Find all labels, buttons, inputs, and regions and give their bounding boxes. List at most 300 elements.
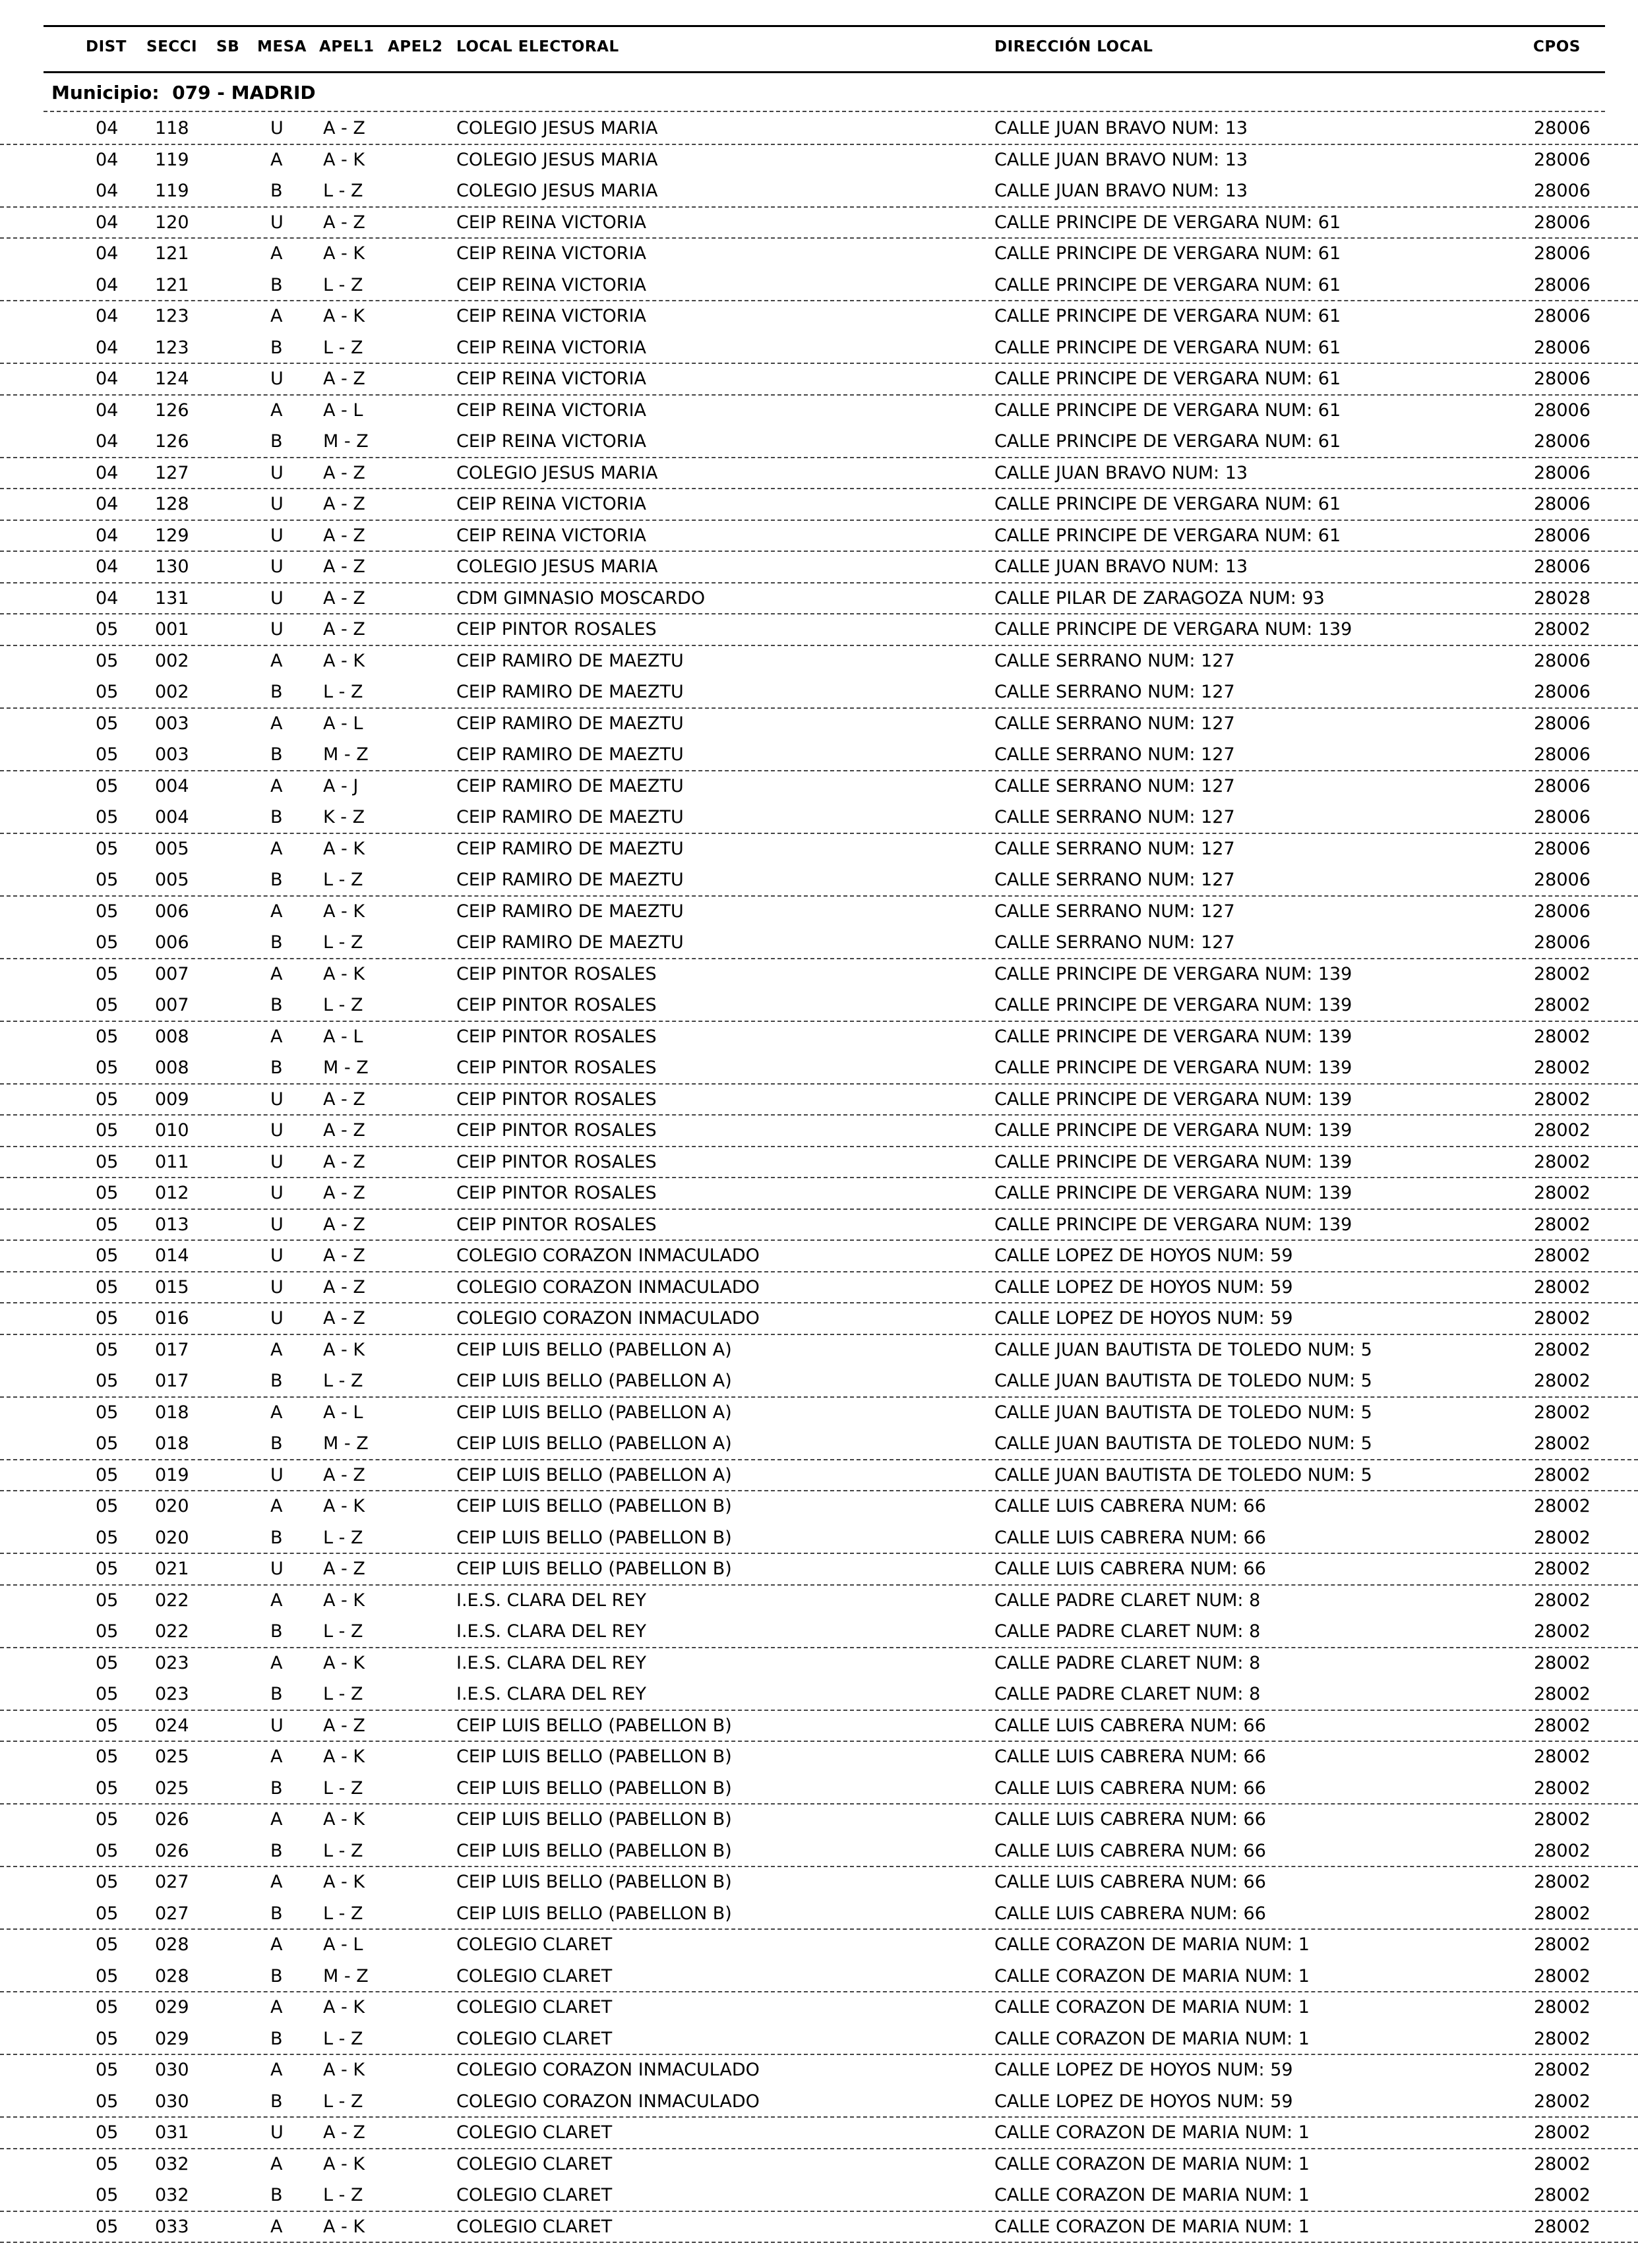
cell-cpos: 28002 bbox=[1534, 1214, 1591, 1235]
cell-cpos: 28006 bbox=[1534, 807, 1591, 827]
cell-direccion-local: CALLE PRINCIPE DE VERGARA NUM: 61 bbox=[994, 306, 1341, 326]
header-direccion-local: DIRECCIÓN LOCAL bbox=[994, 38, 1153, 55]
cell-cpos: 28002 bbox=[1534, 1527, 1591, 1548]
cell-secci: 022 bbox=[155, 1590, 189, 1611]
cell-sb: U bbox=[270, 1245, 284, 1266]
cell-dist: 04 bbox=[96, 369, 119, 389]
cell-mesa: A - Z bbox=[323, 1214, 365, 1235]
cell-secci: 018 bbox=[155, 1402, 189, 1423]
cell-local-electoral: COLEGIO CLARET bbox=[456, 1934, 613, 1955]
cell-cpos: 28002 bbox=[1534, 1684, 1591, 1704]
cell-sb: A bbox=[270, 1809, 283, 1830]
cell-cpos: 28002 bbox=[1534, 1777, 1591, 1799]
cell-local-electoral: CEIP REINA VICTORIA bbox=[456, 369, 646, 389]
cell-direccion-local: CALLE SERRANO NUM: 127 bbox=[994, 932, 1235, 953]
cell-cpos: 28006 bbox=[1534, 713, 1591, 734]
table-row bbox=[0, 2085, 1638, 2118]
cell-sb: U bbox=[270, 1715, 284, 1736]
cell-direccion-local: CALLE SERRANO NUM: 127 bbox=[994, 650, 1235, 671]
cell-secci: 029 bbox=[155, 2028, 189, 2049]
cell-local-electoral: COLEGIO CORAZON INMACULADO bbox=[456, 1245, 760, 1266]
table-row bbox=[0, 1271, 1638, 1304]
cell-secci: 027 bbox=[155, 1872, 189, 1892]
cell-mesa: M - Z bbox=[323, 744, 369, 765]
cell-mesa: A - Z bbox=[323, 525, 365, 546]
cell-sb: A bbox=[270, 775, 283, 796]
cell-local-electoral: I.E.S. CLARA DEL REY bbox=[456, 1652, 646, 1673]
cell-mesa: A - K bbox=[323, 306, 365, 326]
cell-dist: 05 bbox=[96, 1120, 119, 1141]
cell-cpos: 28002 bbox=[1534, 1590, 1591, 1611]
cell-dist: 04 bbox=[96, 462, 119, 483]
cell-direccion-local: CALLE JUAN BAUTISTA DE TOLEDO NUM: 5 bbox=[994, 1371, 1372, 1391]
table-row bbox=[0, 1083, 1638, 1116]
cell-cpos: 28002 bbox=[1534, 2091, 1591, 2112]
cell-local-electoral: CEIP RAMIRO DE MAEZTU bbox=[456, 838, 684, 859]
cell-secci: 021 bbox=[155, 1559, 189, 1579]
cell-secci: 123 bbox=[155, 306, 189, 326]
cell-sb: B bbox=[270, 1527, 283, 1548]
cell-direccion-local: CALLE PADRE CLARET NUM: 8 bbox=[994, 1684, 1261, 1704]
cell-sb: B bbox=[270, 1965, 283, 1986]
cell-dist: 05 bbox=[96, 1245, 119, 1266]
table-row bbox=[0, 738, 1638, 771]
cell-sb: B bbox=[270, 2091, 283, 2112]
cell-direccion-local: CALLE LOPEZ DE HOYOS NUM: 59 bbox=[994, 2091, 1293, 2112]
cell-secci: 131 bbox=[155, 587, 189, 609]
cell-sb: A bbox=[270, 963, 283, 984]
cell-cpos: 28002 bbox=[1534, 2153, 1591, 2174]
cell-dist: 04 bbox=[96, 149, 119, 170]
cell-local-electoral: I.E.S. CLARA DEL REY bbox=[456, 1590, 646, 1611]
table-row bbox=[0, 895, 1638, 927]
cell-cpos: 28002 bbox=[1534, 2122, 1591, 2143]
cell-secci: 027 bbox=[155, 1903, 189, 1924]
cell-dist: 04 bbox=[96, 274, 119, 295]
table-row bbox=[0, 1678, 1638, 1711]
cell-secci: 121 bbox=[155, 274, 189, 295]
cell-mesa: A - L bbox=[323, 400, 363, 421]
cell-direccion-local: CALLE PADRE CLARET NUM: 8 bbox=[994, 1621, 1261, 1642]
table-row bbox=[0, 1334, 1638, 1365]
cell-sb: B bbox=[270, 1371, 283, 1391]
table-row bbox=[0, 2148, 1638, 2180]
table-row bbox=[0, 237, 1638, 269]
cell-secci: 007 bbox=[155, 963, 189, 984]
cell-dist: 05 bbox=[96, 1183, 119, 1203]
cell-cpos: 28006 bbox=[1534, 932, 1591, 953]
cell-mesa: L - Z bbox=[323, 2091, 363, 2112]
cell-direccion-local: CALLE SERRANO NUM: 127 bbox=[994, 870, 1235, 890]
cell-secci: 120 bbox=[155, 212, 189, 233]
cell-secci: 025 bbox=[155, 1777, 189, 1799]
cell-secci: 028 bbox=[155, 1934, 189, 1955]
cell-direccion-local: CALLE JUAN BRAVO NUM: 13 bbox=[994, 149, 1248, 170]
cell-local-electoral: CEIP RAMIRO DE MAEZTU bbox=[456, 807, 684, 827]
table-row bbox=[0, 1772, 1638, 1805]
table-row bbox=[0, 1209, 1638, 1241]
cell-direccion-local: CALLE LUIS CABRERA NUM: 66 bbox=[994, 1496, 1266, 1516]
cell-dist: 04 bbox=[96, 525, 119, 546]
cell-cpos: 28006 bbox=[1534, 682, 1591, 702]
cell-dist: 05 bbox=[96, 1433, 119, 1454]
cell-cpos: 28006 bbox=[1534, 212, 1591, 233]
table-row bbox=[0, 1490, 1638, 1522]
cell-local-electoral: COLEGIO CLARET bbox=[456, 2028, 613, 2049]
cell-direccion-local: CALLE PRINCIPE DE VERGARA NUM: 139 bbox=[994, 1183, 1352, 1203]
cell-local-electoral: COLEGIO CORAZON INMACULADO bbox=[456, 2060, 760, 2080]
cell-local-electoral: CEIP PINTOR ROSALES bbox=[456, 963, 657, 984]
cell-cpos: 28002 bbox=[1534, 1464, 1591, 1485]
cell-direccion-local: CALLE PRINCIPE DE VERGARA NUM: 139 bbox=[994, 1058, 1352, 1078]
cell-mesa: A - Z bbox=[323, 1245, 365, 1266]
cell-secci: 009 bbox=[155, 1089, 189, 1110]
cell-secci: 004 bbox=[155, 775, 189, 796]
table-row bbox=[0, 1459, 1638, 1492]
cell-dist: 05 bbox=[96, 1058, 119, 1078]
cell-secci: 020 bbox=[155, 1527, 189, 1548]
table-row bbox=[0, 864, 1638, 897]
cell-direccion-local: CALLE SERRANO NUM: 127 bbox=[994, 775, 1235, 796]
cell-direccion-local: CALLE CORAZON DE MARIA NUM: 1 bbox=[994, 1965, 1310, 1986]
cell-dist: 05 bbox=[96, 1402, 119, 1423]
table-row bbox=[0, 1239, 1638, 1272]
cell-local-electoral: CEIP RAMIRO DE MAEZTU bbox=[456, 744, 684, 765]
cell-secci: 022 bbox=[155, 1621, 189, 1642]
cell-dist: 05 bbox=[96, 932, 119, 953]
cell-dist: 05 bbox=[96, 1089, 119, 1110]
cell-mesa: A - K bbox=[323, 243, 365, 264]
cell-local-electoral: I.E.S. CLARA DEL REY bbox=[456, 1684, 646, 1704]
cell-direccion-local: CALLE SERRANO NUM: 127 bbox=[994, 713, 1235, 734]
table-row bbox=[0, 2211, 1638, 2244]
cell-cpos: 28006 bbox=[1534, 369, 1591, 389]
cell-mesa: L - Z bbox=[323, 1777, 363, 1799]
cell-dist: 05 bbox=[96, 1151, 119, 1172]
cell-secci: 003 bbox=[155, 744, 189, 765]
cell-local-electoral: CEIP LUIS BELLO (PABELLON A) bbox=[456, 1339, 732, 1360]
cell-secci: 003 bbox=[155, 713, 189, 734]
cell-cpos: 28002 bbox=[1534, 1872, 1591, 1892]
cell-secci: 020 bbox=[155, 1496, 189, 1516]
cell-local-electoral: CEIP PINTOR ROSALES bbox=[456, 1214, 657, 1235]
table-row bbox=[0, 1553, 1638, 1586]
cell-direccion-local: CALLE SERRANO NUM: 127 bbox=[994, 838, 1235, 859]
cell-mesa: A - K bbox=[323, 963, 365, 984]
cell-dist: 05 bbox=[96, 650, 119, 671]
cell-secci: 130 bbox=[155, 556, 189, 577]
cell-sb: B bbox=[270, 1840, 283, 1861]
cell-mesa: A - Z bbox=[323, 587, 365, 609]
cell-secci: 029 bbox=[155, 1997, 189, 2017]
cell-dist: 05 bbox=[96, 1590, 119, 1611]
cell-mesa: L - Z bbox=[323, 1371, 363, 1391]
table-row bbox=[0, 645, 1638, 676]
table-row bbox=[0, 394, 1638, 426]
table-row bbox=[0, 144, 1638, 175]
table-row bbox=[0, 1710, 1638, 1743]
cell-sb: B bbox=[270, 337, 283, 358]
cell-secci: 015 bbox=[155, 1276, 189, 1298]
table-row bbox=[0, 1584, 1638, 1616]
cell-cpos: 28006 bbox=[1534, 181, 1591, 201]
header-apel2: APEL2 bbox=[388, 38, 443, 55]
cell-sb: A bbox=[270, 1746, 283, 1767]
cell-dist: 05 bbox=[96, 1965, 119, 1986]
cell-dist: 05 bbox=[96, 901, 119, 922]
table-row bbox=[0, 1365, 1638, 1398]
cell-local-electoral: CEIP LUIS BELLO (PABELLON B) bbox=[456, 1527, 732, 1548]
cell-sb: A bbox=[270, 1496, 283, 1516]
cell-sb: B bbox=[270, 274, 283, 295]
cell-dist: 05 bbox=[96, 1997, 119, 2017]
table-row bbox=[0, 833, 1638, 864]
header-apel1: APEL1 bbox=[319, 38, 375, 55]
cell-mesa: A - Z bbox=[323, 1464, 365, 1485]
table-row bbox=[0, 582, 1638, 615]
header-cpos: CPOS bbox=[1533, 38, 1581, 55]
cell-direccion-local: CALLE LOPEZ DE HOYOS NUM: 59 bbox=[994, 1245, 1293, 1266]
cell-dist: 05 bbox=[96, 2122, 119, 2143]
cell-secci: 025 bbox=[155, 1746, 189, 1767]
cell-mesa: A - L bbox=[323, 713, 363, 734]
cell-sb: A bbox=[270, 1872, 283, 1892]
cell-cpos: 28002 bbox=[1534, 1965, 1591, 1986]
cell-mesa: L - Z bbox=[323, 1527, 363, 1548]
cell-sb: B bbox=[270, 1433, 283, 1454]
cell-mesa: A - Z bbox=[323, 619, 365, 640]
table-row bbox=[0, 1803, 1638, 1835]
table-row bbox=[0, 1427, 1638, 1460]
cell-cpos: 28002 bbox=[1534, 1715, 1591, 1736]
cell-dist: 05 bbox=[96, 1652, 119, 1673]
cell-local-electoral: COLEGIO JESUS MARIA bbox=[456, 149, 658, 170]
cell-sb: B bbox=[270, 744, 283, 765]
cell-dist: 05 bbox=[96, 1214, 119, 1235]
cell-mesa: L - Z bbox=[323, 1621, 363, 1642]
cell-sb: B bbox=[270, 870, 283, 890]
cell-mesa: L - Z bbox=[323, 274, 363, 295]
cell-sb: U bbox=[270, 462, 284, 483]
cell-local-electoral: CEIP LUIS BELLO (PABELLON B) bbox=[456, 1559, 732, 1579]
cell-local-electoral: CEIP REINA VICTORIA bbox=[456, 274, 646, 295]
cell-direccion-local: CALLE PRINCIPE DE VERGARA NUM: 61 bbox=[994, 369, 1341, 389]
cell-mesa: A - Z bbox=[323, 1308, 365, 1328]
cell-direccion-local: CALLE JUAN BAUTISTA DE TOLEDO NUM: 5 bbox=[994, 1339, 1372, 1360]
table-row bbox=[0, 958, 1638, 990]
cell-direccion-local: CALLE PRINCIPE DE VERGARA NUM: 139 bbox=[994, 1026, 1352, 1047]
cell-mesa: L - Z bbox=[323, 995, 363, 1015]
cell-local-electoral: COLEGIO CLARET bbox=[456, 2153, 613, 2174]
cell-direccion-local: CALLE JUAN BRAVO NUM: 13 bbox=[994, 462, 1248, 483]
cell-secci: 005 bbox=[155, 838, 189, 859]
cell-mesa: A - K bbox=[323, 1997, 365, 2017]
cell-secci: 023 bbox=[155, 1652, 189, 1673]
cell-dist: 05 bbox=[96, 963, 119, 984]
cell-local-electoral: CEIP RAMIRO DE MAEZTU bbox=[456, 870, 684, 890]
cell-sb: U bbox=[270, 556, 284, 577]
cell-direccion-local: CALLE LOPEZ DE HOYOS NUM: 59 bbox=[994, 2060, 1293, 2080]
cell-mesa: A - Z bbox=[323, 1183, 365, 1203]
table-row bbox=[0, 2116, 1638, 2149]
cell-sb: U bbox=[270, 369, 284, 389]
cell-local-electoral: CEIP LUIS BELLO (PABELLON B) bbox=[456, 1903, 732, 1924]
cell-mesa: A - Z bbox=[323, 212, 365, 233]
cell-dist: 05 bbox=[96, 1026, 119, 1047]
cell-cpos: 28006 bbox=[1534, 870, 1591, 890]
cell-cpos: 28002 bbox=[1534, 963, 1591, 984]
cell-sb: U bbox=[270, 118, 284, 138]
cell-local-electoral: CEIP REINA VICTORIA bbox=[456, 243, 646, 264]
cell-direccion-local: CALLE CORAZON DE MARIA NUM: 1 bbox=[994, 2028, 1310, 2049]
cell-local-electoral: CEIP PINTOR ROSALES bbox=[456, 1058, 657, 1078]
cell-dist: 05 bbox=[96, 1934, 119, 1955]
cell-local-electoral: CEIP RAMIRO DE MAEZTU bbox=[456, 775, 684, 796]
cell-dist: 04 bbox=[96, 181, 119, 201]
cell-direccion-local: CALLE JUAN BRAVO NUM: 13 bbox=[994, 556, 1248, 577]
cell-dist: 05 bbox=[96, 2216, 119, 2237]
cell-secci: 006 bbox=[155, 932, 189, 953]
cell-direccion-local: CALLE PADRE CLARET NUM: 8 bbox=[994, 1590, 1261, 1611]
cell-mesa: A - Z bbox=[323, 2122, 365, 2143]
cell-direccion-local: CALLE CORAZON DE MARIA NUM: 1 bbox=[994, 1934, 1310, 1955]
cell-cpos: 28006 bbox=[1534, 118, 1591, 138]
cell-dist: 05 bbox=[96, 1903, 119, 1924]
cell-local-electoral: COLEGIO CORAZON INMACULADO bbox=[456, 2091, 760, 2112]
cell-sb: A bbox=[270, 1652, 283, 1673]
cell-dist: 05 bbox=[96, 1339, 119, 1360]
cell-cpos: 28006 bbox=[1534, 400, 1591, 421]
cell-cpos: 28006 bbox=[1534, 901, 1591, 922]
cell-direccion-local: CALLE JUAN BRAVO NUM: 13 bbox=[994, 118, 1248, 138]
cell-local-electoral: COLEGIO CORAZON INMACULADO bbox=[456, 1276, 760, 1298]
cell-mesa: A - L bbox=[323, 1026, 363, 1047]
cell-dist: 05 bbox=[96, 1559, 119, 1579]
cell-dist: 04 bbox=[96, 587, 119, 609]
cell-mesa: A - L bbox=[323, 1402, 363, 1423]
cell-direccion-local: CALLE PRINCIPE DE VERGARA NUM: 61 bbox=[994, 400, 1341, 421]
cell-cpos: 28002 bbox=[1534, 1840, 1591, 1861]
cell-sb: U bbox=[270, 1214, 284, 1235]
cell-local-electoral: COLEGIO CLARET bbox=[456, 2122, 613, 2143]
cell-cpos: 28002 bbox=[1534, 1308, 1591, 1328]
cell-local-electoral: CEIP REINA VICTORIA bbox=[456, 212, 646, 233]
cell-cpos: 28028 bbox=[1534, 587, 1591, 609]
cell-mesa: L - Z bbox=[323, 932, 363, 953]
cell-mesa: L - Z bbox=[323, 682, 363, 702]
table-row bbox=[0, 269, 1638, 302]
cell-secci: 123 bbox=[155, 337, 189, 358]
cell-local-electoral: CDM GIMNASIO MOSCARDO bbox=[456, 587, 706, 609]
header-secci: SECCI bbox=[146, 38, 198, 55]
cell-secci: 013 bbox=[155, 1214, 189, 1235]
cell-sb: U bbox=[270, 1120, 284, 1141]
cell-sb: U bbox=[270, 525, 284, 546]
cell-cpos: 28002 bbox=[1534, 995, 1591, 1015]
cell-mesa: A - Z bbox=[323, 369, 365, 389]
cell-secci: 033 bbox=[155, 2216, 189, 2237]
cell-local-electoral: CEIP LUIS BELLO (PABELLON A) bbox=[456, 1464, 732, 1485]
cell-sb: B bbox=[270, 932, 283, 953]
cell-direccion-local: CALLE CORAZON DE MARIA NUM: 1 bbox=[994, 2122, 1310, 2143]
cell-local-electoral: CEIP LUIS BELLO (PABELLON B) bbox=[456, 1746, 732, 1767]
cell-mesa: A - K bbox=[323, 2153, 365, 2174]
cell-dist: 05 bbox=[96, 713, 119, 734]
cell-direccion-local: CALLE SERRANO NUM: 127 bbox=[994, 807, 1235, 827]
table-row bbox=[0, 1146, 1638, 1179]
cell-secci: 008 bbox=[155, 1026, 189, 1047]
cell-local-electoral: CEIP PINTOR ROSALES bbox=[456, 1089, 657, 1110]
cell-direccion-local: CALLE PRINCIPE DE VERGARA NUM: 61 bbox=[994, 212, 1341, 233]
cell-dist: 05 bbox=[96, 1496, 119, 1516]
cell-mesa: A - Z bbox=[323, 494, 365, 514]
cell-direccion-local: CALLE PRINCIPE DE VERGARA NUM: 139 bbox=[994, 995, 1352, 1015]
cell-sb: U bbox=[270, 2122, 284, 2143]
cell-local-electoral: CEIP REINA VICTORIA bbox=[456, 525, 646, 546]
cell-sb: B bbox=[270, 682, 283, 702]
cell-sb: A bbox=[270, 400, 283, 421]
cell-local-electoral: CEIP PINTOR ROSALES bbox=[456, 1120, 657, 1141]
cell-mesa: A - K bbox=[323, 1496, 365, 1516]
cell-dist: 05 bbox=[96, 1872, 119, 1892]
cell-dist: 05 bbox=[96, 619, 119, 640]
cell-mesa: A - K bbox=[323, 2216, 365, 2237]
cell-local-electoral: CEIP LUIS BELLO (PABELLON B) bbox=[456, 1715, 732, 1736]
cell-cpos: 28006 bbox=[1534, 494, 1591, 514]
cell-local-electoral: COLEGIO JESUS MARIA bbox=[456, 462, 658, 483]
cell-secci: 119 bbox=[155, 181, 189, 201]
cell-secci: 002 bbox=[155, 650, 189, 671]
cell-cpos: 28006 bbox=[1534, 650, 1591, 671]
cell-direccion-local: CALLE LUIS CABRERA NUM: 66 bbox=[994, 1809, 1266, 1830]
cell-mesa: A - Z bbox=[323, 556, 365, 577]
cell-mesa: A - K bbox=[323, 901, 365, 922]
cell-direccion-local: CALLE PRINCIPE DE VERGARA NUM: 61 bbox=[994, 525, 1341, 546]
table-row bbox=[0, 1741, 1638, 1772]
cell-dist: 04 bbox=[96, 306, 119, 326]
cell-cpos: 28002 bbox=[1534, 1997, 1591, 2017]
cell-cpos: 28006 bbox=[1534, 556, 1591, 577]
cell-secci: 001 bbox=[155, 619, 189, 640]
cell-direccion-local: CALLE PRINCIPE DE VERGARA NUM: 139 bbox=[994, 1089, 1352, 1110]
cell-cpos: 28002 bbox=[1534, 619, 1591, 640]
table-row bbox=[0, 1928, 1638, 1960]
cell-cpos: 28002 bbox=[1534, 1559, 1591, 1579]
cell-sb: B bbox=[270, 807, 283, 827]
cell-cpos: 28002 bbox=[1534, 1934, 1591, 1955]
cell-cpos: 28002 bbox=[1534, 1339, 1591, 1360]
cell-local-electoral: CEIP LUIS BELLO (PABELLON A) bbox=[456, 1371, 732, 1391]
cell-cpos: 28002 bbox=[1534, 1809, 1591, 1830]
cell-mesa: L - Z bbox=[323, 181, 363, 201]
cell-sb: U bbox=[270, 1559, 284, 1579]
cell-cpos: 28006 bbox=[1534, 149, 1591, 170]
cell-direccion-local: CALLE PRINCIPE DE VERGARA NUM: 139 bbox=[994, 1151, 1352, 1172]
cell-secci: 024 bbox=[155, 1715, 189, 1736]
table-row bbox=[0, 1021, 1638, 1052]
cell-mesa: M - Z bbox=[323, 1965, 369, 1986]
cell-mesa: L - Z bbox=[323, 2185, 363, 2205]
cell-cpos: 28002 bbox=[1534, 2060, 1591, 2080]
cell-local-electoral: COLEGIO JESUS MARIA bbox=[456, 556, 658, 577]
cell-local-electoral: CEIP REINA VICTORIA bbox=[456, 494, 646, 514]
cell-dist: 04 bbox=[96, 431, 119, 452]
cell-direccion-local: CALLE JUAN BRAVO NUM: 13 bbox=[994, 181, 1248, 201]
cell-mesa: A - K bbox=[323, 650, 365, 671]
cell-secci: 012 bbox=[155, 1183, 189, 1203]
cell-direccion-local: CALLE CORAZON DE MARIA NUM: 1 bbox=[994, 2216, 1310, 2237]
table-row bbox=[0, 1615, 1638, 1648]
